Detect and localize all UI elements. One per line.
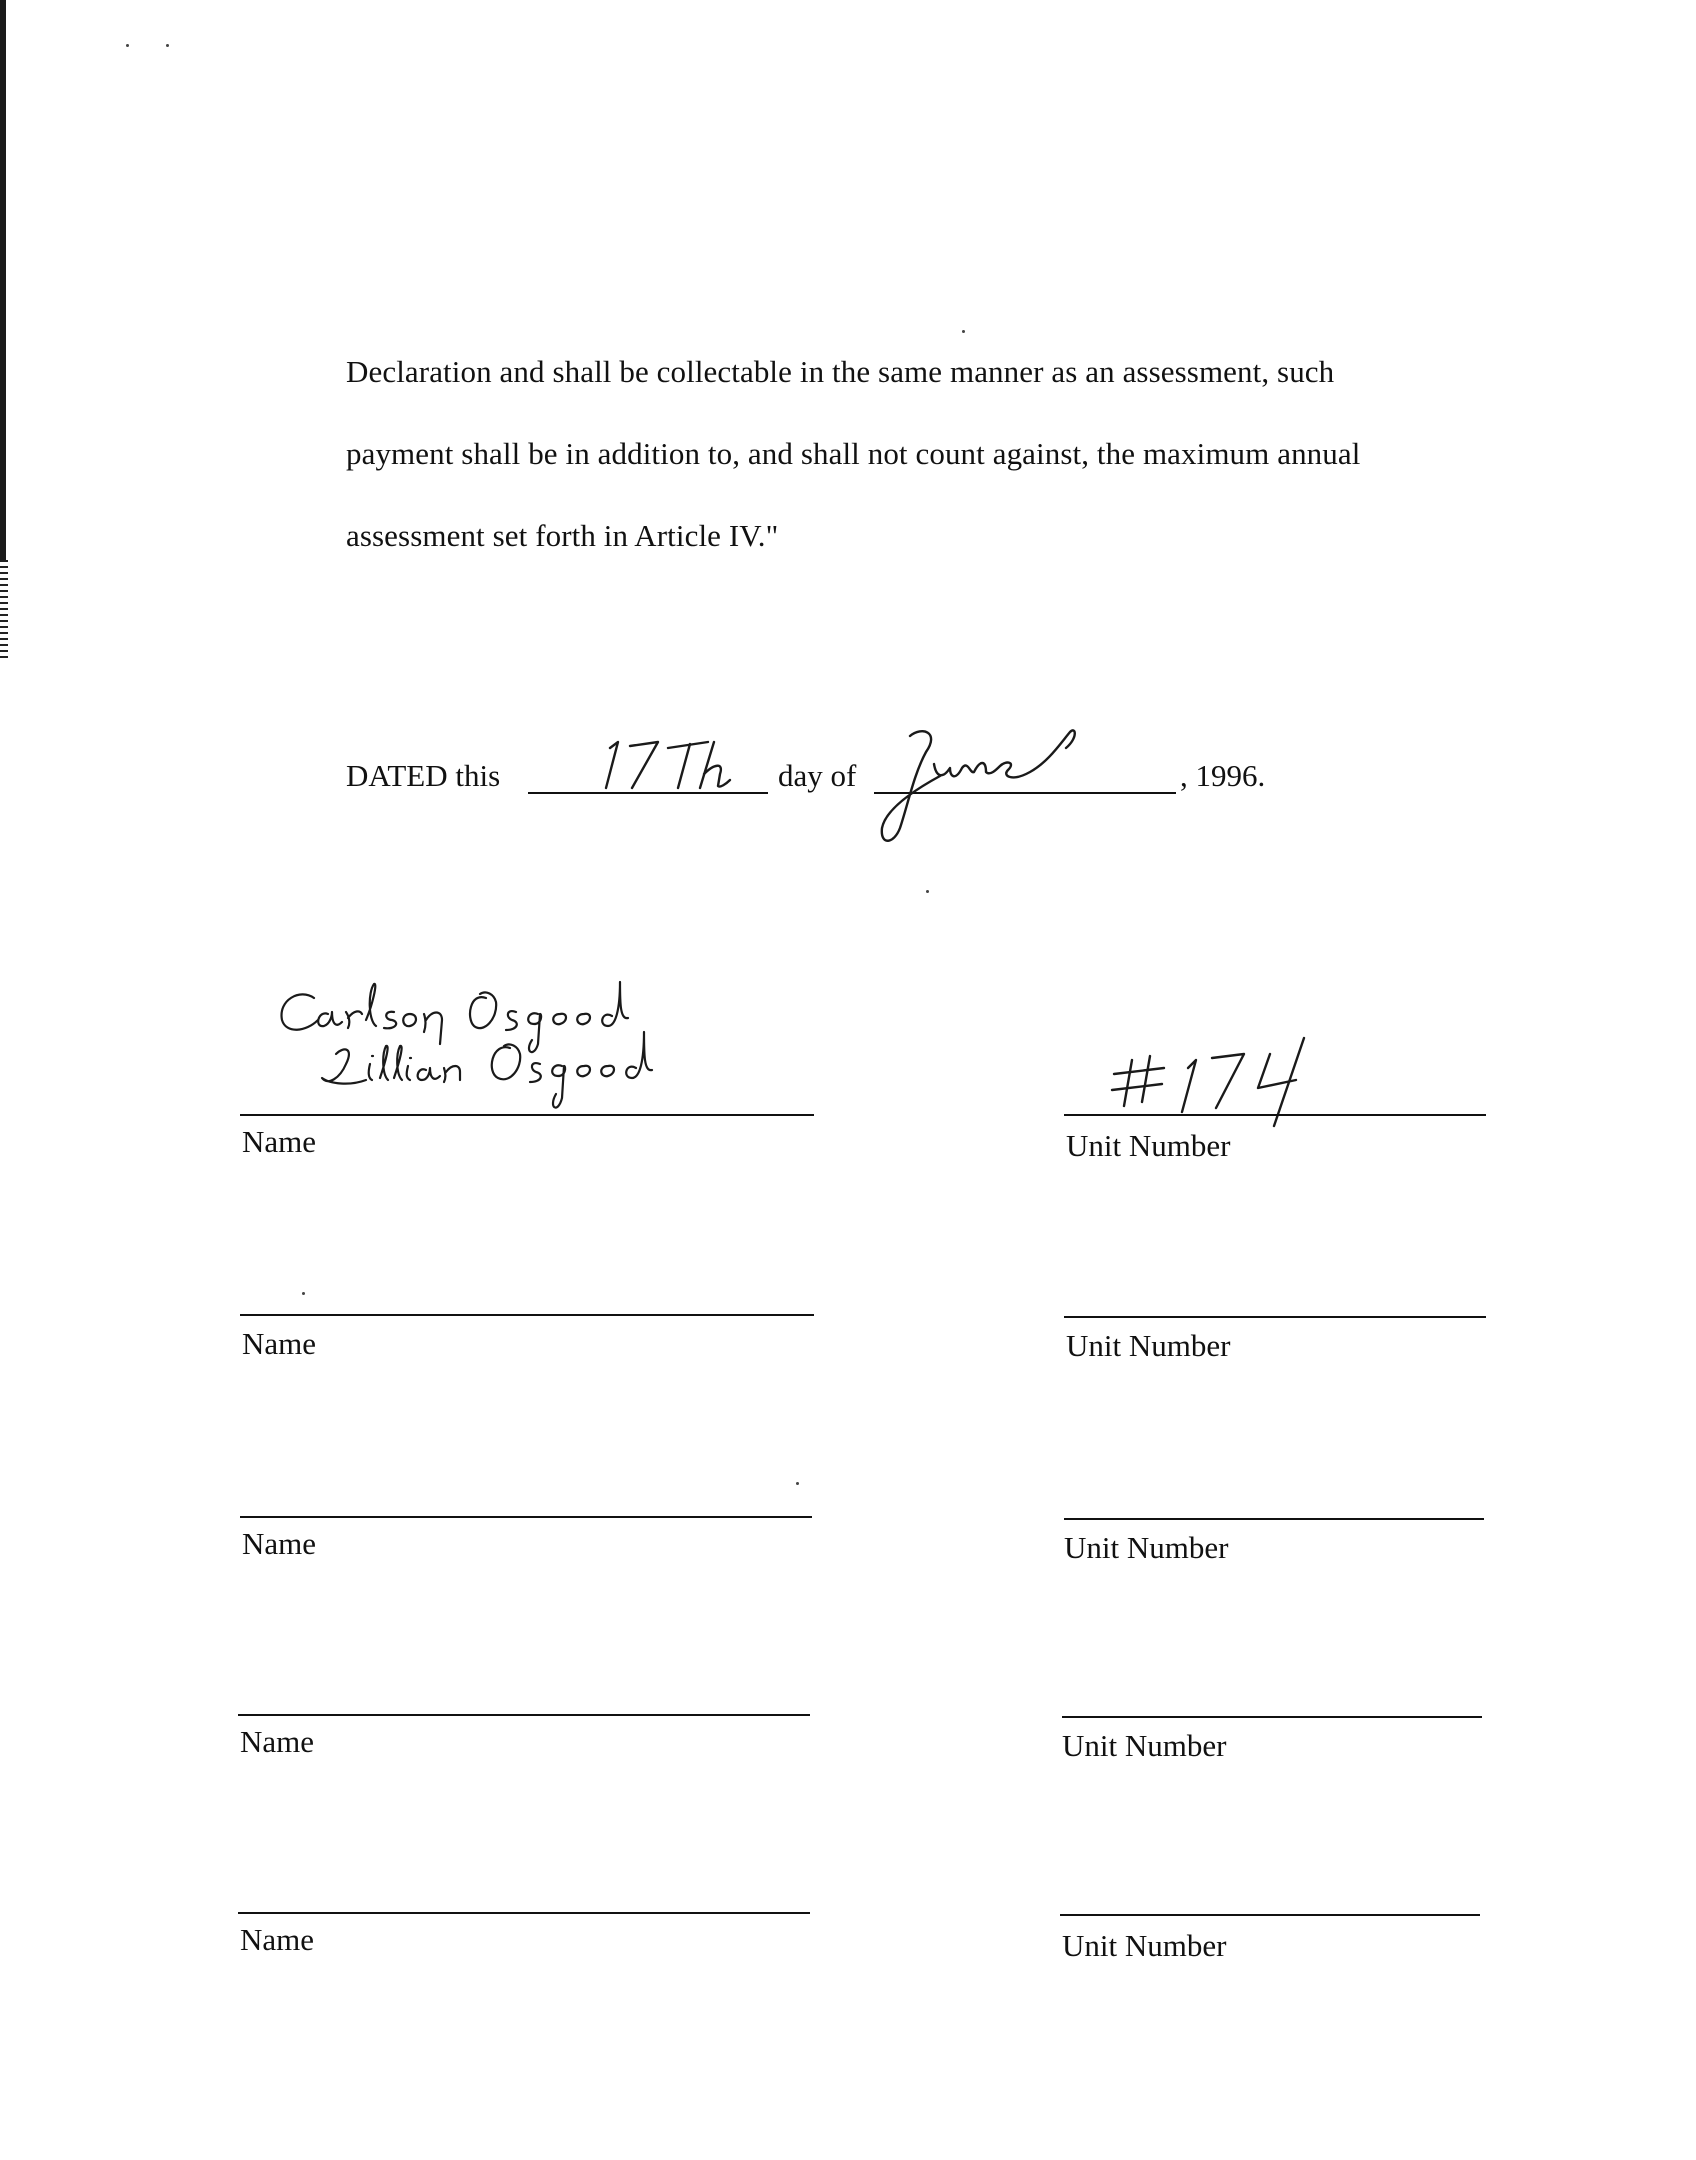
paragraph-line-3: assessment set forth in Article IV."	[346, 518, 779, 553]
dated-prefix: DATED this	[346, 758, 501, 793]
name-signature-line	[240, 1516, 812, 1518]
name-signature-line	[238, 1714, 810, 1716]
name-signature-line	[238, 1912, 810, 1914]
name-signature-line	[240, 1114, 814, 1116]
unit-number-line	[1064, 1114, 1486, 1116]
unit-number-line	[1064, 1316, 1486, 1318]
unit-number-line	[1064, 1518, 1484, 1520]
paragraph-line-2: payment shall be in addition to, and shall not count against, the maximum annual	[346, 436, 1361, 471]
name-label: Name	[240, 1724, 315, 1759]
scan-speck	[302, 1292, 305, 1295]
scan-speck	[926, 890, 929, 893]
scan-speck	[962, 330, 965, 333]
unit-number-label: Unit Number	[1066, 1128, 1231, 1163]
handwritten-month	[870, 724, 1090, 848]
handwritten-signature	[270, 968, 740, 1158]
name-label: Name	[242, 1124, 317, 1159]
scan-edge-artifact	[0, 0, 6, 560]
handwritten-day	[596, 730, 776, 800]
scan-speck	[796, 1482, 799, 1485]
name-label: Name	[240, 1922, 315, 1957]
handwritten-unit-number	[1110, 1028, 1340, 1128]
scan-speck	[126, 44, 129, 47]
name-signature-line	[240, 1314, 814, 1316]
name-label: Name	[242, 1326, 317, 1361]
unit-number-line	[1062, 1716, 1482, 1718]
scan-edge-ticks	[0, 560, 8, 660]
unit-number-label: Unit Number	[1066, 1328, 1231, 1363]
name-label: Name	[242, 1526, 317, 1561]
unit-number-label: Unit Number	[1064, 1530, 1229, 1565]
unit-number-line	[1060, 1914, 1480, 1916]
paragraph-line-1: Declaration and shall be collectable in the same manner as an assessment, such	[346, 354, 1335, 389]
dated-suffix: , 1996.	[1180, 758, 1266, 793]
scan-speck	[166, 44, 169, 47]
unit-number-label: Unit Number	[1062, 1928, 1227, 1963]
unit-number-label: Unit Number	[1062, 1728, 1227, 1763]
dated-middle: day of	[778, 758, 857, 793]
